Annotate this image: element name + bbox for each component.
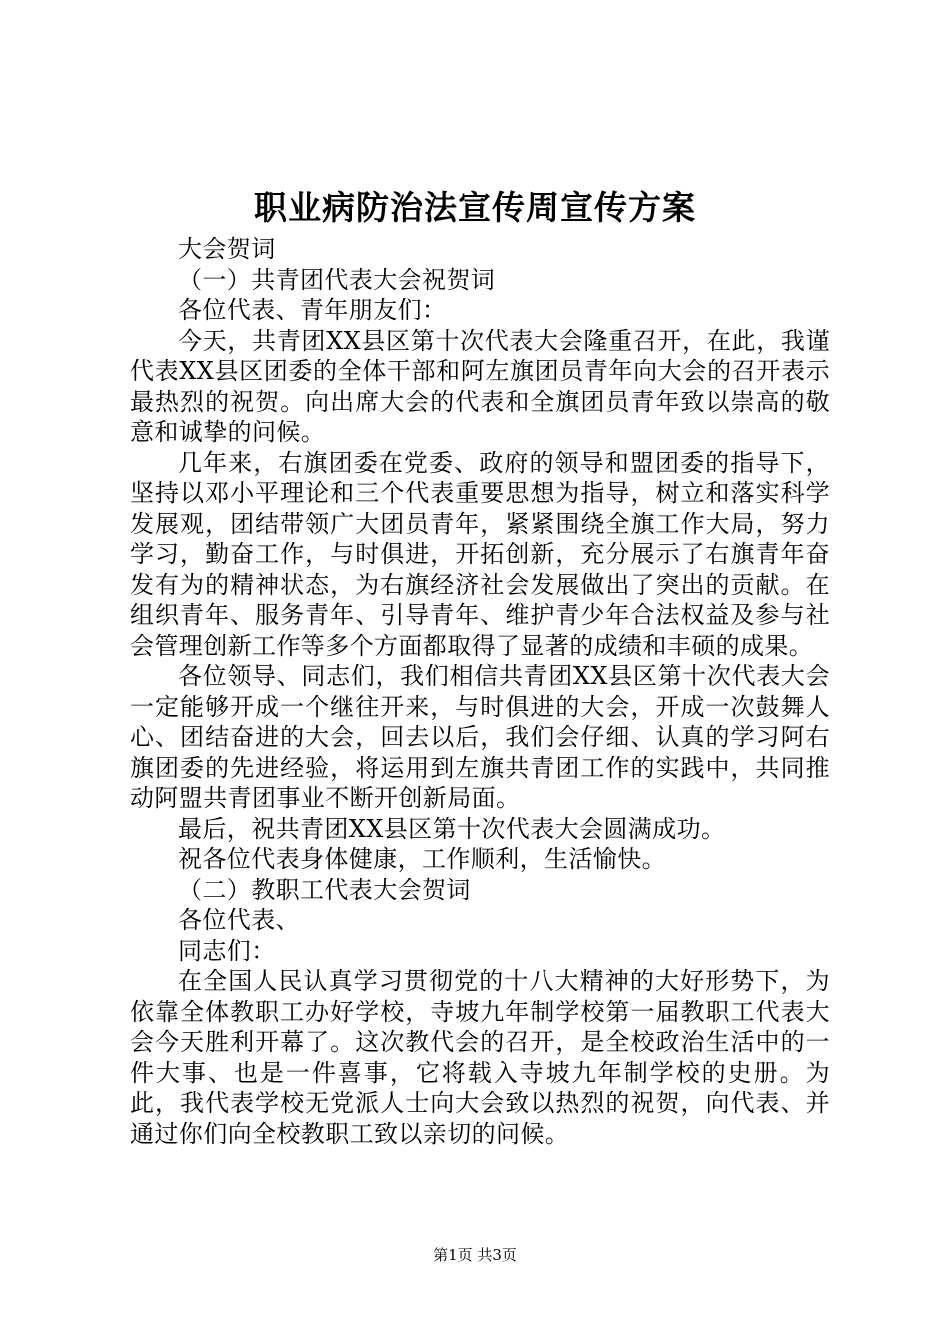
paragraph-section-one-heading: （一）共青团代表大会祝贺词 [178, 265, 496, 294]
paragraph-salutation-one: 各位代表、青年朋友们： [178, 296, 447, 324]
paragraph-salutation-two-b: 同志们： [178, 936, 276, 965]
paragraph-section-two-heading: （二）教职工代表大会贺词 [178, 875, 471, 904]
paragraph-closing-blessing: 祝各位代表身体健康，工作顺利，生活愉快。 [178, 845, 666, 873]
paragraph-opening: 今天，共青团XX县区第十次代表大会隆重召开，在此，我谨代表XX县区团委的全体干部和阿左旗团员青年向大会的召开表示最热烈的祝贺。向出席大会的代表和全旗团员青年致以崇高的敬意和诚挚的问候。 [130, 326, 830, 446]
paragraph-heading: 大会贺词 [178, 235, 276, 263]
paragraph-achievements: 几年来，右旗团委在党委、政府的领导和盟团委的指导下，坚持以邓小平理论和三个代表重要思想为指导，树立和落实科学发展观，团结带领广大团员青年，紧紧围绕全旗工作大局，努力学习，勤奋工作，与时俱进，开拓创新，充分展示了右旗青年奋发有为的精神状态，为右旗经济社会发展做出了突出的贡献。在组织青年、服务青年、引导青年、维护青少年合法权益及参与社会管理创新工作等多个方面都取得了显著的成绩和丰硕的成果。 [130, 448, 830, 660]
paragraph-expectations: 各位领导、同志们，我们相信共青团XX县区第十次代表大会一定能够开成一个继往开来，与时俱进的大会，开成一次鼓舞人心、团结奋进的大会，回去以后，我们会仔细、认真的学习阿右旗团委的先进经验，将运用到左旗共青团工作的实践中，共同推动阿盟共青团事业不断开创新局面。 [130, 662, 830, 812]
page-indicator: 第1页 共3页 [433, 1246, 517, 1264]
document-body [130, 234, 830, 1149]
paragraph-congress-opening: 在全国人民认真学习贯彻党的十八大精神的大好形势下，为依靠全体教职工办好学校，寺坡九年制学校第一届教职工代表大会今天胜利开幕了。这次教代会的召开，是全校政治生活中的一件大事、也是一件喜事，它将载入寺坡九年制学校的史册。为此，我代表学校无党派人士向大会致以热烈的祝贺，向代表、并通过你们向全校教职工致以亲切的问候。 [130, 967, 830, 1148]
paragraph-closing-wish: 最后，祝共青团XX县区第十次代表大会圆满成功。 [178, 814, 726, 843]
paragraph-salutation-two-a: 各位代表、 [178, 906, 300, 934]
document-title: 职业病防治法宣传周宣传方案 [254, 188, 696, 227]
